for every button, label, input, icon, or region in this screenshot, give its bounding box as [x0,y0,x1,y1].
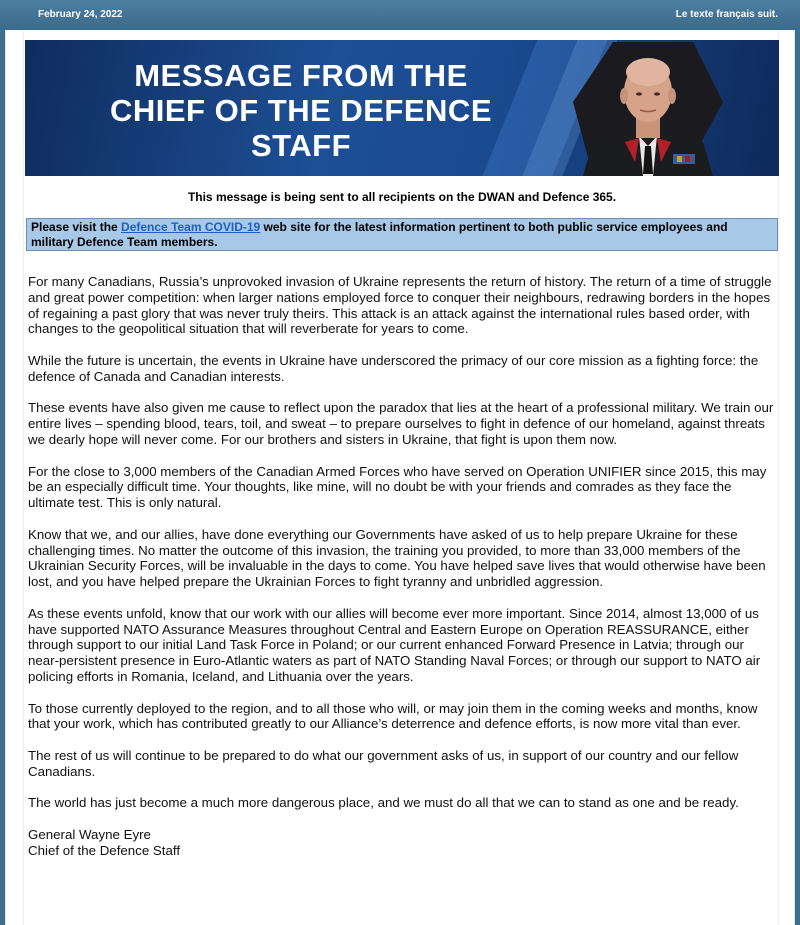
body-paragraph: To those currently deployed to the region, and to all those who will, or may join them in the coming weeks and months, know that your work, which has contributed greatly to our Alliance’s deterrence and defence efforts, is now more vital than ever. [28,700,758,732]
body-paragraph: As these events unfold, know that our work with our allies will become ever more important. Since 2014, almost 13,000 of us have supported NATO Assurance Measures throughout Central and Eastern Europe on Operation REASSURANCE, either through support to our initial Land Task Force in Poland; or our current enhanced Forward Presence in Latvia; through our near-persistent presence in Euro-Atlantic waters as part of NATO Standing Naval Forces; or through our support to NATO air policing efforts in Romania, Iceland, and Lithuania over the years. [28,605,761,684]
message-date: February 24, 2022 [38,9,123,20]
covid-site-link[interactable]: Defence Team COVID-19 [121,220,261,234]
body-paragraph: The rest of us will continue to be prepared to do what our government asks of us, in support of our country and our fellow Canadians. [28,747,739,779]
signature-title: Chief of the Defence Staff [28,842,181,858]
cds-banner [25,40,779,176]
message-content [23,30,779,925]
recipients-notice: This message is being sent to all recipients on the DWAN and Defence 365. [187,190,617,204]
body-paragraph: Know that we, and our allies, have done everything our Governments have asked of us to help prepare Ukraine for these challenging times. No matter the outcome of this invasion, the training you provided, to more than 33,000 members of the Ukrainian Security Forces, will be invaluable in the days to come. You have helped save lives that would otherwise have been lost, and you have helped prepare the Ukrainian Forces to fight tyranny and unbridled aggression. [28,526,766,590]
covid-notice-suffix: web site for the latest information pertinent to both public service employees and military Defence Team members. [31,220,728,249]
banner-title: MESSAGE FROM THE CHIEF OF THE DEFENCE STAFF [109,58,492,163]
body-paragraph: For the close to 3,000 members of the Canadian Armed Forces who have served on Operation UNIFIER since 2015, this may be an especially difficult time. Your thoughts, like mine, will no doubt be with your friends and comrades as they face the ultimate test. This is only natural. [28,463,767,511]
signature-name: General Wayne Eyre [28,826,151,842]
body-paragraph: For many Canadians, Russia’s unprovoked invasion of Ukraine represents the return of history. The return of a time of struggle and great power competition: when larger nations employed force to conquer their neighbours, redrawing borders in the hopes of regaining a past glory that was never truly theirs. This attack is an attack against the international rules based order, with changes to the geopolitical situation that will reverberate for years to come. [28,274,772,337]
covid-notice-prefix: Please visit the [31,220,122,234]
message-body [28,274,778,858]
french-text-note: Le texte français suit. [675,9,778,20]
body-paragraph: While the future is uncertain, the events in Ukraine have underscored the primacy of our core mission as a fighting force: the defence of Canada and Canadian interests. [28,352,759,384]
body-paragraph: The world has just become a much more dangerous place, and we must do all that we can to stand as one and be ready. [28,795,739,811]
general-portrait-image [573,42,723,176]
body-paragraph: These events have also given me cause to reflect upon the paradox that lies at the heart of a professional military. We train our entire lives – spending blood, tears, toil, and sweat – to prepare ourselves to fight in defence of our homeland, against threats we dearly hope will never come. For our brothers and sisters in Ukraine, that fight is upon them now. [28,400,774,447]
covid-notice-box [26,218,778,251]
top-bar [0,0,800,30]
signature-block [28,827,778,859]
message-sheet [5,30,795,925]
